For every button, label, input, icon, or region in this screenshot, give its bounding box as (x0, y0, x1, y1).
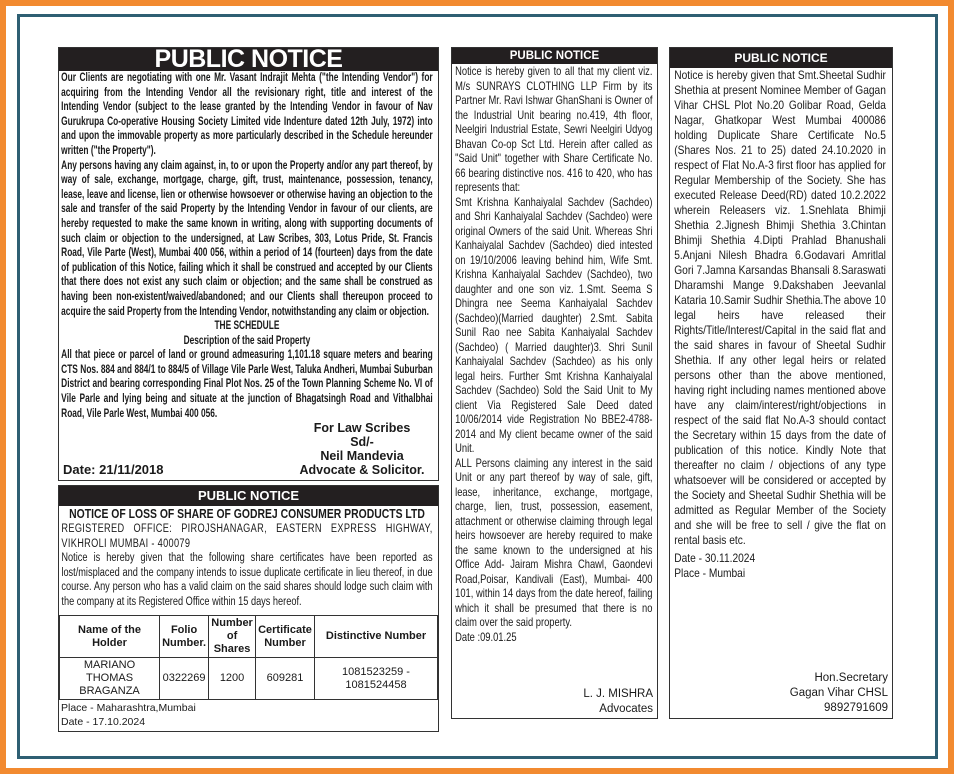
signature-block (452, 687, 657, 718)
notice-title: PUBLIC NOTICE (59, 486, 438, 506)
notice-gagan-vihar-chsl (669, 47, 893, 719)
notice-body (59, 506, 435, 609)
place: Place - Maharashtra,Mumbai (61, 702, 196, 715)
paragraph: Notice is hereby given to all that my client viz. M/s SUNRAYS CLOTHING LLP Firm by its Partner Mr. Ravi Ishwar GhanShani is Owner of the Industrial Unit bearing no.419, 4th floor, Neelgiri Industrial Estate, Sewri Neelgiri Udyog Bhavan Co-op Sct Ltd. Herein after called as "Said Unit" together with Share Certificate No. 66 bearing distinctive nos. 416 to 420, who has represents that: (455, 64, 653, 194)
paragraph: ALL Persons claiming any interest in the said Unit or any part thereof by way of sale, gift, lease, inheritance, exchange, mortgage, charge, lien, trust, possession, easement, attachment or otherwise claiming through legal heirs howsoever are hereby required to make the same known to the undersigned at his Office Add- Jairam Mishra Chawl, Gaondevi Road,Poisar, Kandivali (East), Mumbai- 400 101, within 14 days from the date hereof, failing which it shall be presumed that there is no claim over the said property. (455, 455, 653, 629)
cell-distinctive: 1081523259 - 1081524458 (315, 658, 438, 700)
signature-line: Gagan Vihar CHSL (789, 687, 888, 699)
signature-line: L. J. MISHRA (583, 688, 653, 700)
notice-body (452, 64, 656, 644)
schedule-subtitle: Description of the said Property (183, 333, 311, 347)
paragraph: Any persons having any claim against, in, to or upon the Property and/or any part thereof, by way of sale, exchange, mortgage, charge, gift, trust, maintenance, possession, tenancy, lease, leave and license, lien or otherwise howsoever or otherwise having an objection to the sale and transfer of the said Property by the Intending Vendor in favour of our clients, are hereby requested to make the same known in writing, along with supporting documents of such claim or objection to the undersigned, at Law Scribes, 303, Lotus Pride, St. Francis Road, Vile Parte (West), Mumbai 400 056, within a period of 14 (fourteen) days from the date of publication of this Notice, failing which it shall be construed and accepted by our Clients that there does not exist any such claim or objection; and the same shall be construed as having been non-existent/waived/abandoned; and our Clients shall thereupon proceed to acquire the said Property from the Intending Vendor, notwithstanding any claim or objection. (61, 158, 433, 318)
notice-date: Date :09.01.25 (455, 629, 517, 644)
signature-line: Sd/- (350, 435, 374, 450)
column-middle (451, 47, 658, 719)
signature-line: Advocate & Solicitor. (299, 463, 425, 478)
cell-shares: 1200 (209, 658, 256, 700)
paragraph: Smt Krishna Kanhaiyalal Sachdev (Sachdeo) and Shri Kanhaiyalal Sachdev (Sachdeo) were original Owners of the said Unit. Whereas Shri Kanhaiyalal Sachdev (Sachdeo) died intested on 19/10/2006 leaving behind him, Wife Smt. Krishna Kanhaiyalal Sachdev (Sachdeo), two daughter and one son viz. 1.Smt. Seema S Dhingra nee Seema Kanhaiyalal Sachdev (Sachdeo)(Married daughter) 2.Smt. Sabita Sunil Rao nee Sabita Kanhaiyalal Sachdev (Sachdeo) ( Married daughter)3. Shri Sunil Kanhaiyalal Sachdev (Sachdeo) as his only legal heirs. Further Smt Krishna Kanhaiyalal Sachdev (Sachdeo) Sold the Said Unit to My client Via Registered Sale Deed dated 10/06/2014 vide Registration No BBE2-4788-2014 and My client became owner of the said Unit. (455, 194, 653, 455)
cell-holder: MARIANO THOMAS BRAGANZA (60, 658, 160, 700)
notice-body (59, 71, 435, 421)
table-header-row (60, 616, 438, 658)
notice-sunrays-clothing (451, 47, 658, 719)
header-distinctive: Distinctive Number (315, 616, 438, 658)
share-table (59, 615, 438, 700)
column-left (58, 47, 439, 732)
header-holder: Name of the Holder (60, 616, 160, 658)
notice-godrej-share-loss (58, 485, 439, 732)
date-value: 21/11/2018 (99, 462, 164, 478)
signature-line: Neil Mandevia (320, 449, 404, 464)
registered-office: REGISTERED OFFICE: PIROJSHANAGAR, EASTERN EXPRESS HIGHWAY, VIKHROLI MUMBAI - 400079 (61, 523, 433, 550)
notice-text: Notice is hereby given that the following share certificates have been reported as lost/misplaced and the company intends to issue duplicate certificate in lieu thereof, in due course. Any person who has a valid claim on the said shares should lodge such claim with the company at its Registered Office within 15 days hereof. (61, 552, 433, 608)
notice-footer (59, 421, 438, 480)
notice-heading: NOTICE OF LOSS OF SHARE OF GODREJ CONSUMER PRODUCTS LTD (69, 506, 425, 522)
signature-block (670, 671, 892, 718)
schedule-text: All that piece or parcel of land or ground admeasuring 1,101.18 square meters and bearing CTS Nos. 884 and 884/1 to 884/5 of Village Vile Parle West, Taluka Andheri, Mumbai Suburban District and bearing corresponding Final Plot Nos. 25 of the Town Planning Scheme No. VI of Vile Parle and lying being and situate at the junction of Bhagatsingh Road and Vithalbhai Road, Vile Parle West, Mumbai 400 056. (61, 348, 433, 420)
notice-body (670, 68, 890, 581)
notice-law-scribes (58, 47, 439, 481)
notice-place: Place - Mumbai (674, 566, 746, 580)
cell-certificate: 609281 (255, 658, 314, 700)
signature-phone: 9892791609 (824, 702, 888, 714)
notice-title: PUBLIC NOTICE (452, 48, 657, 64)
schedule-title: THE SCHEDULE (214, 319, 280, 333)
signature-line: Advocates (599, 702, 653, 715)
paragraph: Our Clients are negotiating with one Mr. Vasant Indrajit Mehta ("the Intending Vendor") for acquiring from the Intending Vendor all the revisionary right, title and interest of the Intending Vendor (subject to the lease granted by the Intending Vendor in favour of Nav Gurukrupa Co-operative Housing Society Limited vide Indenture dated 12th July, 1972) into and upon the immovable property as more particularly described in the Schedule hereunder written ("the Property"). (61, 71, 433, 157)
date-label: Date: (63, 462, 96, 478)
place-date (59, 700, 438, 731)
header-certificate: Certificate Number (255, 616, 314, 658)
cell-folio: 0322269 (160, 658, 209, 700)
date: Date - 17.10.2024 (61, 716, 146, 729)
signature-line: For Law Scribes (313, 421, 411, 436)
header-folio: Folio Number. (160, 616, 209, 658)
signature-line: Hon.Secretary (814, 672, 888, 684)
notice-title: PUBLIC NOTICE (670, 48, 892, 68)
table-row (60, 658, 438, 700)
column-right (669, 47, 893, 719)
signature-block (292, 421, 432, 477)
notice-date (63, 462, 164, 477)
header-shares: Number of Shares (209, 616, 256, 658)
notice-title: PUBLIC NOTICE (59, 48, 438, 71)
notice-text: Notice is hereby given that Smt.Sheetal Sudhir Shethia at present Nominee Member of Gagan Vihar CHSL Plot No.20 Golibar Road, Gelda Nagar, Ghatkopar West Mumbai 400086 holding Duplicate Share Certificate No.5 (Shares Nos. 21 to 25) dated 24.10.2020 in respect of Flat No.A-3 first floor has applied for Regular Membership of the Society. She has executed Release Deed(RD) dated 10.2.2022 wherein Releasers viz. 1.Snehlata Bhimji Shethia 2.Jignesh Bhimji Shethia 3.Chintan Bhimji Shethia 4.Dipti Prahlad Bhanushali 5.Anjani Nilesh Bhadra 6.Godavari Amritlal Gori 7.Jamna Karsandas Bhansali 8.Saraswati Dharamshi Mange 9.Dakshaben Jeevanlal Kataria 10.Samir Sudhir Shethia.The above 10 legal heirs have released their Rights/Title/Interest/Capital in the said flat and the said shares in favour of Sheetal Sudhir Shethia. If any other legal heirs or related persons other than the above mentioned, having right including names mentioned above have any claim/interest/right/objections in respect of the said flat No.A-3 should contact the Secretary within 15 days from the date of publication of this notice. Kindly Note that thereafter no claim / objections of any type whatsoever will be considered or accepted by the Society and Sheetal Sudhir Shethia will be admitted as Regular Member of the Society and she will be free to sell / give the flat on rental basis etc. (674, 68, 886, 547)
notice-date: Date - 30.11.2024 (674, 551, 756, 565)
